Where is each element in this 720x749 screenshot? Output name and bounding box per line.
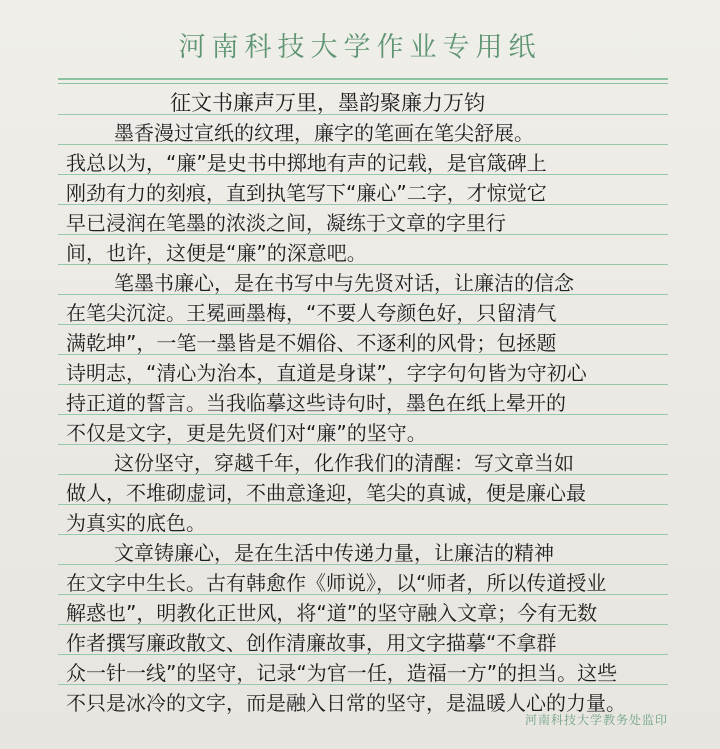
essay-line: 笔墨书廉心，是在书写中与先贤对话，让廉洁的信念 xyxy=(114,271,574,295)
essay-line: 我总以为，“廉”是史书中掷地有声的记载，是官箴碑上 xyxy=(66,151,547,175)
essay-line: 作者撰写廉政散文、创作清廉故事，用文字描摹“不拿群 xyxy=(66,631,557,655)
essay-title: 征文书廉声万里，墨韵聚廉力万钧 xyxy=(170,91,485,115)
essay-line: 众一针一线”的坚守，记录“为官一任，造福一方”的担当。这些 xyxy=(66,661,618,685)
essay-line: 做人，不堆砌虚词，不曲意逢迎，笔尖的真诚，便是廉心最 xyxy=(66,481,586,505)
essay-line: 为真实的底色。 xyxy=(66,511,206,535)
essay-line: 墨香漫过宣纸的纹理，廉字的笔画在笔尖舒展。 xyxy=(114,121,534,145)
essay-line: 在笔尖沉淀。王冕画墨梅，“不要人夸颜色好，只留清气 xyxy=(66,301,557,325)
essay-line: 刚劲有力的刻痕，直到执笔写下“廉心”二字，才惊觉它 xyxy=(66,181,547,205)
header-rule-bottom xyxy=(58,83,668,84)
essay-line: 解惑也”，明教化正世风，将“道”的坚守融入文章；今有无数 xyxy=(66,601,598,625)
paper-header-title: 河南科技大学作业专用纸 xyxy=(178,32,542,63)
essay-line: 持正道的誓言。当我临摹这些诗句时，墨色在纸上晕开的 xyxy=(66,391,566,415)
footer-stamp: 河南科技大学教务处监印 xyxy=(524,713,668,727)
essay-line: 不只是冰冷的文字，而是融入日常的坚守，是温暖人心的力量。 xyxy=(66,691,626,715)
essay-line: 早已浸润在笔墨的浓淡之间，凝练于文章的字里行 xyxy=(66,211,506,235)
essay-body xyxy=(58,88,668,715)
essay-line: 不仅是文字，更是先贤们对“廉”的坚守。 xyxy=(66,421,427,445)
essay-line: 这份坚守，穿越千年，化作我们的清醒：写文章当如 xyxy=(114,451,574,475)
essay-line: 诗明志，“清心为治本，直道是身谋”，字字句句皆为守初心 xyxy=(66,361,587,385)
essay-line: 在文字中生长。古有韩愈作《师说》，以“师者，所以传道授业 xyxy=(66,571,607,595)
essay-line: 满乾坤”，一笔一墨皆是不媚俗、不逐利的风骨；包拯题 xyxy=(66,331,557,355)
header-rule-top xyxy=(58,78,668,80)
essay-line: 间，也许，这便是“廉”的深意吧。 xyxy=(66,241,367,265)
essay-line: 文章铸廉心，是在生活中传递力量，让廉洁的精神 xyxy=(114,541,554,565)
